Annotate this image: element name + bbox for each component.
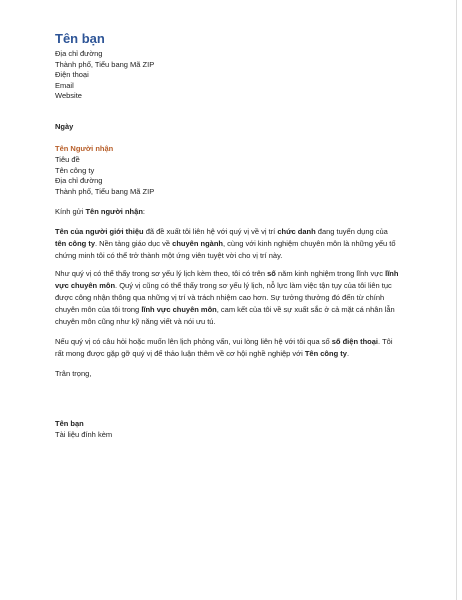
enclosure-note: Tài liệu đính kèm	[55, 430, 113, 439]
recipient-title: Tiêu đề	[55, 155, 80, 164]
body-paragraph-2: Như quý vị có thể thấy trong sơ yếu lý lịch kèm theo, tôi có trên số năm kinh nghiệm trong lĩnh vực lĩnh vực chuyên môn. Quý vị cũng có thể thấy trong sơ yếu lý lịch, nỗ lực làm việc tận tụy của tôi liên tục được công nhận thông qua những vị trí và trách nhiệm cao hơn. Sự tưởng thưởng đó đến từ chính chuyên môn của tôi trong lĩnh vực chuyên môn, cam kết của tôi về sự xuất sắc ở cả mặt cá nhân lẫn chuyên môn cũng như kỹ năng viết và nói ưu tú.	[55, 269, 399, 326]
sender-address	[55, 49, 154, 102]
recipient-city-state-zip: Thành phố, Tiểu bang Mã ZIP	[55, 186, 155, 196]
body-paragraph-1: Tên của người giới thiệu đã đề xuất tôi liên hệ với quý vị về vị trí chức danh đang tuyển dụng của tên công ty. Nền tảng giáo dục về chuyên ngành, cùng với kinh nghiệm chuyên môn là những yếu tố chứng minh tôi có thể trở thành một ứng viên tuyệt vời cho vị trí này.	[55, 227, 396, 260]
sender-phone: Điện thoại	[55, 70, 89, 79]
sender-name: Tên bạn	[55, 31, 105, 46]
recipient-address	[55, 155, 154, 197]
body-paragraph-3: Nếu quý vị có câu hỏi hoặc muốn lên lịch phỏng vấn, vui lòng liên hệ với tôi qua số số điện thoại. Tôi rất mong được gặp gỡ quý vị để thảo luận thêm về cơ hội nghề nghiệp với Tên công ty.	[55, 337, 393, 358]
recipient-street: Địa chỉ đường	[55, 176, 103, 185]
sender-website: Website	[55, 91, 82, 100]
signature-name: Tên bạn	[55, 419, 84, 428]
sender-city-state-zip: Thành phố, Tiểu bang Mã ZIP	[55, 59, 155, 69]
recipient-company: Tên công ty	[55, 165, 95, 175]
sender-email: Email	[55, 80, 74, 90]
recipient-name: Tên Người nhận	[55, 144, 114, 153]
sender-street: Địa chỉ đường	[55, 49, 103, 58]
letter-date: Ngày	[55, 122, 74, 131]
page-edge	[456, 0, 457, 600]
closing: Trân trọng,	[55, 369, 92, 378]
salutation: Kính gửi Tên người nhận:	[55, 207, 145, 216]
